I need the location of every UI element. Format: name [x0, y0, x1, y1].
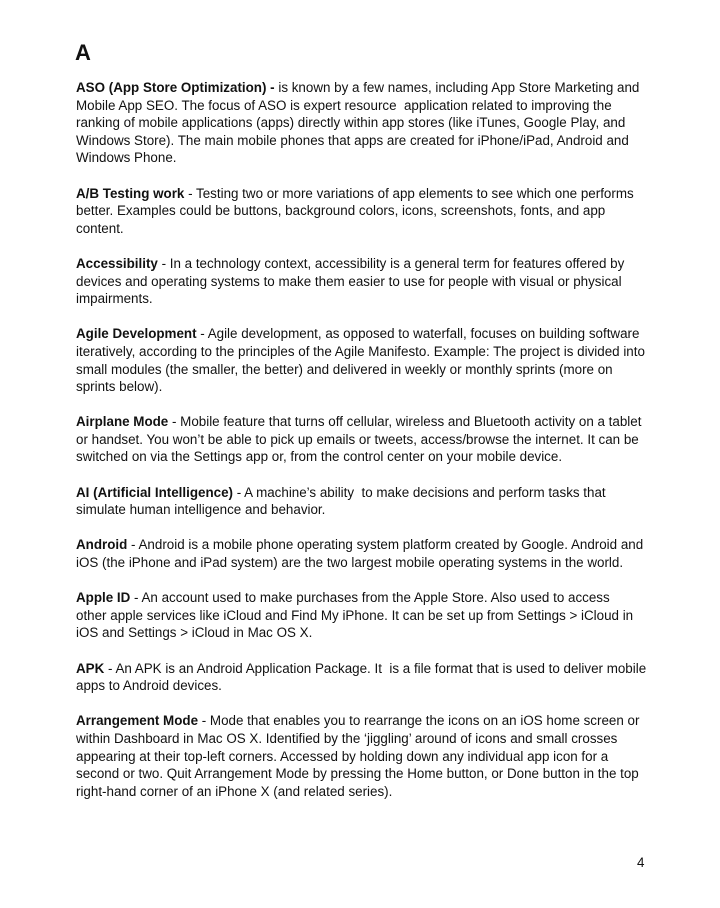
definition-text: right-hand corner of an iPhone X (and related series).: [76, 783, 393, 799]
entry-line: [76, 589, 676, 607]
glossary-term: APK: [76, 660, 105, 676]
glossary-term: ASO (App Store Optimization) -: [76, 80, 275, 95]
definition-text: - Agile development, as opposed to waterfall, focuses on building software: [196, 326, 640, 342]
definition-text: - Mobile feature that turns off cellular, wireless and Bluetooth activity on a tablet: [168, 414, 642, 430]
entry-line: [76, 501, 676, 519]
glossary-entry: [76, 255, 676, 308]
glossary-entries: [76, 79, 676, 818]
definition-text: - An APK is an Android Application Package. It is a file format that is used to deliver mobile: [104, 660, 647, 676]
definition-text: within Dashboard in Mac OS X. Identified by the ‘jiggling’ around of icons and small crosses: [76, 730, 618, 746]
glossary-term: Android: [76, 537, 128, 553]
definition-text: sprints below).: [76, 379, 163, 395]
entry-line: [76, 202, 676, 220]
definition-text: impairments.: [76, 291, 153, 307]
entry-line: [76, 361, 676, 379]
entry-line: [76, 255, 676, 273]
entry-line: [76, 448, 676, 466]
entry-line: [76, 748, 676, 766]
entry-line: [76, 765, 676, 783]
entry-line: [76, 554, 676, 572]
glossary-entry: [76, 536, 676, 571]
entry-line: [76, 149, 676, 167]
glossary-entry: [76, 712, 676, 800]
glossary-entry: [76, 325, 676, 395]
definition-text: simulate human intelligence and behavior.: [76, 502, 326, 518]
glossary-entry: [76, 79, 676, 167]
entry-line: [76, 607, 676, 625]
definition-text: other apple services like iCloud and Find My iPhone. It can be set up from Settings > iCloud in: [76, 607, 634, 623]
entry-line: [76, 185, 676, 203]
definition-text: iOS and Settings > iCloud in Mac OS X.: [76, 625, 313, 641]
definition-text: Mobile App SEO. The focus of ASO is expert resource application related to improving the: [76, 97, 612, 113]
definition-text: or handset. You won’t be able to pick up emails or tweets, access/browse the internet. It can be: [76, 431, 639, 447]
definition-text: - Mode that enables you to rearrange the icons on an iOS home screen or: [198, 713, 640, 729]
entry-line: [76, 677, 676, 695]
entry-line: [76, 431, 676, 449]
definition-text: - In a technology context, accessibility is a general term for features offered by: [157, 255, 625, 271]
definition-text: - Testing two or more variations of app elements to see which one performs: [184, 185, 634, 201]
entry-line: [76, 290, 676, 308]
definition-text: content.: [76, 220, 124, 236]
definition-text: Windows Phone.: [76, 150, 177, 166]
glossary-term: Apple ID: [76, 590, 131, 606]
glossary-entry: [76, 185, 676, 238]
definition-text: second or two. Quit Arrangement Mode by pressing the Home button, or Done button in the top: [76, 766, 639, 782]
definition-text: small modules (the smaller, the better) and delivered in weekly or monthly sprints (more on: [76, 361, 613, 377]
entry-line: [76, 624, 676, 642]
definition-text: Windows Store). The main mobile phones that apps are created for iPhone/iPad, Android and: [76, 132, 629, 148]
entry-line: [76, 783, 676, 801]
entry-line: [76, 220, 676, 238]
definition-text: iOS (the iPhone and iPad system) are the two largest mobile operating systems in the world.: [76, 555, 624, 571]
entry-line: [76, 79, 676, 97]
glossary-term: Accessibility: [76, 255, 158, 271]
glossary-term: Arrangement Mode: [76, 713, 199, 729]
entry-line: [76, 325, 676, 343]
entry-line: [76, 712, 676, 730]
page-number: 4: [637, 855, 645, 870]
entry-line: [76, 132, 676, 150]
entry-line: [76, 484, 676, 502]
glossary-entry: [76, 660, 676, 695]
definition-text: devices and operating systems to make them easier to use for people with visual or physical: [76, 273, 622, 289]
entry-line: [76, 536, 676, 554]
glossary-term: Agile Development: [76, 326, 197, 342]
definition-text: is known by a few names, including App Store Marketing and: [274, 80, 640, 95]
definition-text: - A machine’s ability to make decisions and perform tasks that: [233, 484, 606, 500]
definition-text: iteratively, according to the principles of the Agile Manifesto. Example: The project is divided into: [76, 343, 645, 359]
definition-text: switched on via the Settings app or, from the control center on your mobile device.: [76, 449, 563, 465]
entry-line: [76, 730, 676, 748]
glossary-term: A/B Testing work: [76, 185, 185, 201]
entry-line: [76, 378, 676, 396]
glossary-entry: [76, 484, 676, 519]
glossary-entry: [76, 589, 676, 642]
glossary-term: Airplane Mode: [76, 414, 169, 430]
entry-line: [76, 343, 676, 361]
entry-line: [76, 413, 676, 431]
entry-line: [76, 114, 676, 132]
section-heading: A: [75, 40, 91, 65]
entry-line: [76, 97, 676, 115]
definition-text: apps to Android devices.: [76, 678, 222, 694]
glossary-term: AI (Artificial Intelligence): [76, 484, 233, 500]
definition-text: - An account used to make purchases from the Apple Store. Also used to access: [130, 590, 610, 606]
glossary-entry: [76, 413, 676, 466]
entry-line: [76, 273, 676, 291]
definition-text: appearing at their top-left corners. Accessed by holding down any individual app icon for a: [76, 748, 609, 764]
definition-text: better. Examples could be buttons, background colors, icons, screenshots, fonts, and app: [76, 203, 606, 219]
definition-text: - Android is a mobile phone operating system platform created by Google. Android and: [127, 537, 644, 553]
definition-text: ranking of mobile applications (apps) directly within app stores (like iTunes, Google Play, and: [76, 115, 626, 131]
entry-line: [76, 660, 676, 678]
